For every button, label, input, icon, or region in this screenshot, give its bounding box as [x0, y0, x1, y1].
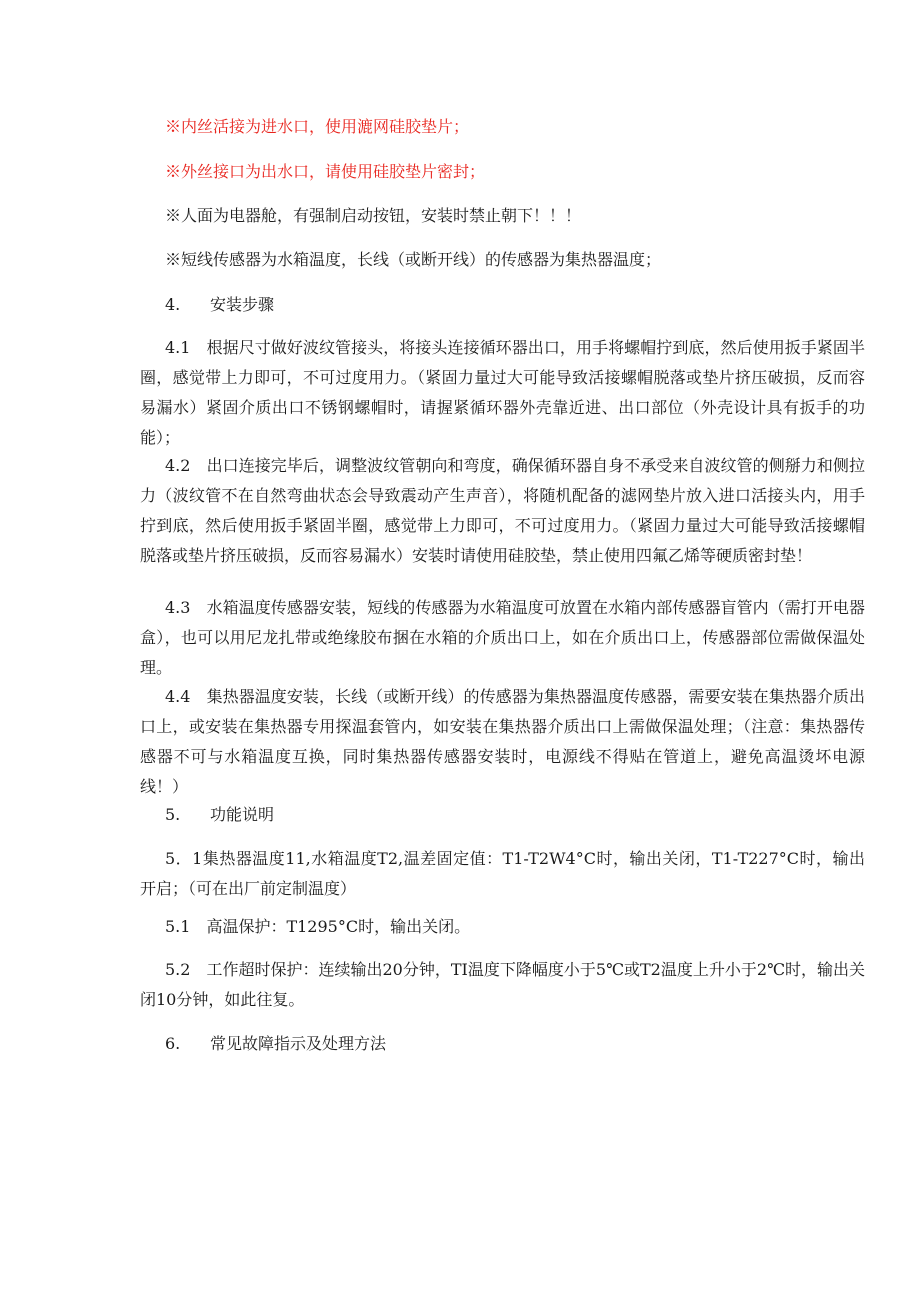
section-5-number: 5. [165, 805, 181, 824]
section-6-number: 6. [165, 1034, 181, 1053]
section-6-heading [165, 1033, 386, 1055]
paragraph-5-2-timeout-protection: 5.2 工作超时保护：连续输出20分钟，TI温度下降幅度小于5℃或T2温度上升小于2℃时，输出关闭10分钟，如此往复。 [140, 960, 865, 1009]
section-6-title: 常见故障指示及处理方法 [210, 1034, 387, 1053]
paragraph-4-1: 4.1 根据尺寸做好波纹管接头，将接头连接循环器出口，用手将螺帽拧到底，然后使用扳手紧固半圈，感觉带上力即可，不可过度用力。（紧固力量过大可能导致活接螺帽脱落或垫片挤压破损，反而容易漏水）紧固介质出口不锈钢螺帽时，请握紧循环器外壳靠近进、出口部位（外壳设计具有扳手的功能）； [140, 338, 865, 447]
note-outlet: ※外丝接口为出水口，请使用硅胶垫片密封； [165, 162, 486, 181]
paragraph-4-2: 4.2 出口连接完毕后，调整波纹管朝向和弯度，确保循环器自身不承受来自波纹管的侧掰力和侧拉力（波纹管不在自然弯曲状态会导致震动产生声音），将随机配备的滤网垫片放入进口活接头内，用手拧到底，然后使用扳手紧固半圈，感觉带上力即可，不可过度用力。（紧固力量过大可能导致活接螺帽脱落或垫片挤压破损，反而容易漏水）安装时请使用硅胶垫，禁止使用四氟乙烯等硬质密封垫！ [140, 456, 865, 565]
section-5-title: 功能说明 [210, 805, 275, 824]
note-electrical-compartment: ※人面为电器舱，有强制启动按钮，安装时禁止朝下！！！ [165, 206, 582, 225]
section-4-title: 安装步骤 [210, 295, 275, 314]
paragraph-4-4: 4.4 集热器温度安装，长线（或断开线）的传感器为集热器温度传感器，需要安装在集热器介质出口上，或安装在集热器专用探温套管内，如安装在集热器介质出口上需做保温处理；（注意：集热器传感器不可与水箱温度互换，同时集热器传感器安装时，电源线不得贴在管道上，避免高温烫坏电源线！） [140, 687, 865, 796]
paragraph-5-1-high-temp-protection: 5.1 高温保护：T1295°C时，输出关闭。 [165, 917, 471, 936]
note-sensor: ※短线传感器为水箱温度，长线（或断开线）的传感器为集热器温度； [165, 250, 662, 269]
section-4-number: 4. [165, 295, 181, 314]
paragraph-5-1-temperature-difference: 5．1集热器温度11,水箱温度T2,温差固定值：T1-T2W4°C时，输出关闭，T1-T227°C时，输出开启；（可在出厂前定制温度） [140, 849, 865, 898]
section-4-heading [165, 294, 274, 316]
section-5-heading [165, 804, 274, 826]
note-inlet: ※内丝活接为进水口，使用漉网硅胶垫片； [165, 117, 470, 136]
paragraph-4-3: 4.3 水箱温度传感器安装，短线的传感器为水箱温度可放置在水箱内部传感器盲管内（需打开电器盒），也可以用尼龙扎带或绝缘胶布捆在水箱的介质出口上，如在介质出口上，传感器部位需做保温处理。 [140, 598, 865, 677]
